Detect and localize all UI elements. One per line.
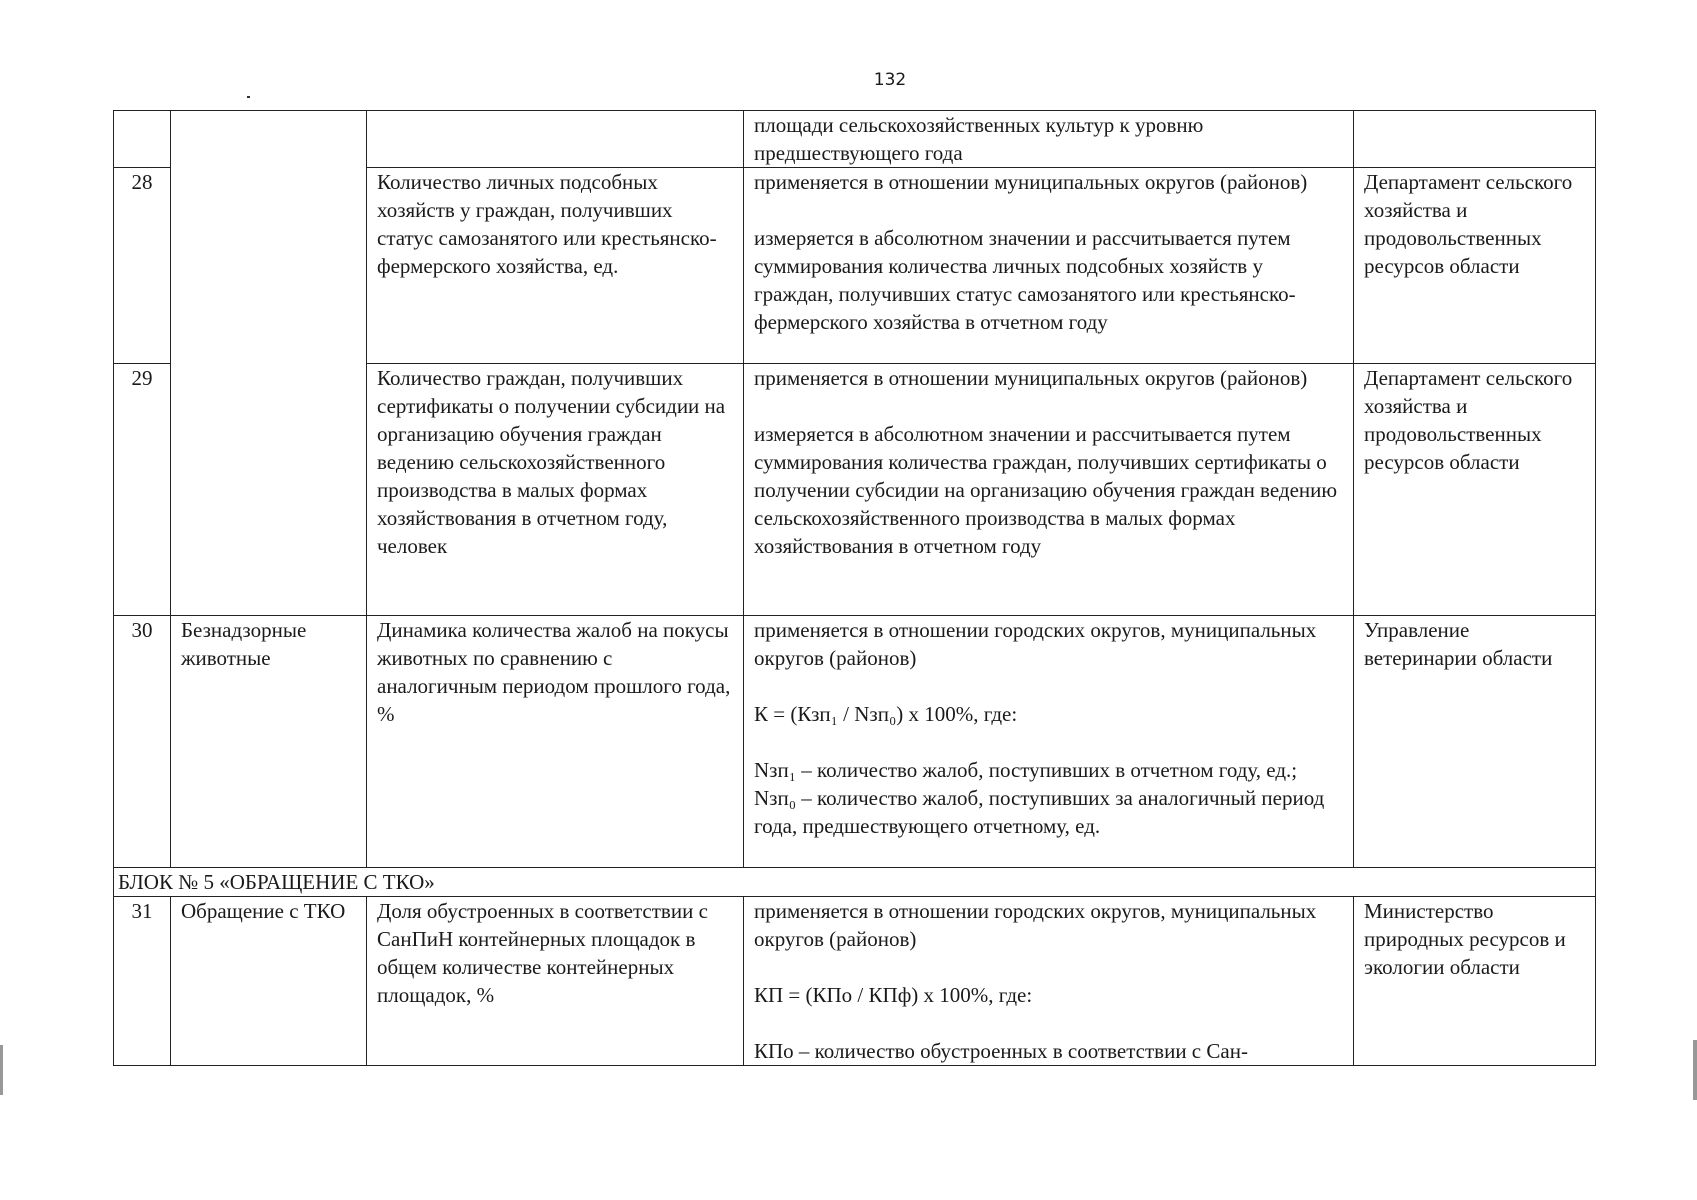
indicator-cell: Количество граждан, получивших сертификаты о получении субсидии на организацию обучения граждан ведению сельскохозяйственного производства в малых формах хозяйствования в отчетном году, человек xyxy=(367,364,744,616)
formula-variable-definition: Nзп₀ – количество жалоб, поступивших за аналогичный период года, предшествующего отчетному, ед. xyxy=(754,786,1325,838)
row-number-cell: 28 xyxy=(114,168,171,364)
method-paragraph: измеряется в абсолютном значении и рассчитывается путем суммирования количества личных подсобных хозяйств у граждан, получивших статус самозанятого или крестьянско-фермерского хозяйства в отчетном году xyxy=(754,226,1296,334)
block-title: БЛОК № 5 «ОБРАЩЕНИЕ С ТКО» xyxy=(114,868,1596,897)
indicator-table xyxy=(113,110,1596,1066)
method-paragraph: применяется в отношении городских округов, муниципальных округов (районов) xyxy=(754,618,1317,670)
row-number-cell xyxy=(114,111,171,168)
method-paragraph: применяется в отношении муниципальных округов (районов) xyxy=(754,170,1308,194)
row-number-cell: 31 xyxy=(114,897,171,1066)
topic-cell xyxy=(171,364,367,616)
table-row xyxy=(114,111,1596,168)
method-spacer xyxy=(754,672,1343,700)
formula-variable-definition: Nзп₁ – количество жалоб, поступивших в отчетном году, ед.; xyxy=(754,758,1298,782)
row-number-cell: 29 xyxy=(114,364,171,616)
responsible-cell xyxy=(1354,111,1596,168)
responsible-cell: Министерство природных ресурсов и экологии области xyxy=(1354,897,1596,1066)
method-cell xyxy=(744,168,1354,364)
scan-artifact-dot xyxy=(247,96,250,98)
row-number-cell: 30 xyxy=(114,616,171,868)
topic-cell xyxy=(171,168,367,364)
method-spacer xyxy=(754,392,1343,420)
table-row xyxy=(114,364,1596,616)
block-title-row xyxy=(114,868,1596,897)
method-spacer xyxy=(754,728,1343,756)
indicator-cell: Доля обустроенных в соответствии с СанПиН контейнерных площадок в общем количестве контейнерных площадок, % xyxy=(367,897,744,1066)
formula: КП = (КПо / КПф) х 100%, где: xyxy=(754,983,1033,1007)
formula-variable-definition: КПо – количество обустроенных в соответствии с Сан- xyxy=(754,1039,1248,1063)
page-number: 132 xyxy=(873,70,907,90)
table-row xyxy=(114,168,1596,364)
method-cell xyxy=(744,364,1354,616)
scan-artifact-left xyxy=(0,1045,3,1095)
method-paragraph: измеряется в абсолютном значении и рассчитывается путем суммирования количества граждан, получивших сертификаты о получении субсидии на организацию обучения граждан ведению сельскохозяйственного производства в малых формах хозяйствования в отчетном году xyxy=(754,422,1338,558)
formula: К = (Кзп₁ / Nзп₀) х 100%, где: xyxy=(754,702,1018,726)
indicator-cell: Динамика количества жалоб на покусы животных по сравнению с аналогичным периодом прошлого года, % xyxy=(367,616,744,868)
responsible-cell: Департамент сельского хозяйства и продовольственных ресурсов области xyxy=(1354,168,1596,364)
table-row xyxy=(114,897,1596,1066)
method-spacer xyxy=(754,196,1343,224)
indicator-cell xyxy=(367,111,744,168)
responsible-cell: Департамент сельского хозяйства и продовольственных ресурсов области xyxy=(1354,364,1596,616)
method-spacer xyxy=(754,953,1343,981)
topic-cell: Безнадзорные животные xyxy=(171,616,367,868)
scan-artifact-right xyxy=(1693,1040,1697,1100)
method-cell xyxy=(744,111,1354,168)
topic-cell: Обращение с ТКО xyxy=(171,897,367,1066)
topic-cell xyxy=(171,111,367,168)
method-paragraph: применяется в отношении городских округов, муниципальных округов (районов) xyxy=(754,899,1317,951)
method-spacer xyxy=(754,1009,1343,1037)
indicator-table-container xyxy=(113,110,1596,1066)
method-cell xyxy=(744,897,1354,1066)
indicator-cell: Количество личных подсобных хозяйств у граждан, получивших статус самозанятого или крестьянско-фермерского хозяйства, ед. xyxy=(367,168,744,364)
responsible-cell: Управление ветеринарии области xyxy=(1354,616,1596,868)
method-paragraph: применяется в отношении муниципальных округов (районов) xyxy=(754,366,1308,390)
method-paragraph: площади сельскохозяйственных культур к уровню предшествующего года xyxy=(754,113,1204,165)
method-cell xyxy=(744,616,1354,868)
table-row xyxy=(114,616,1596,868)
